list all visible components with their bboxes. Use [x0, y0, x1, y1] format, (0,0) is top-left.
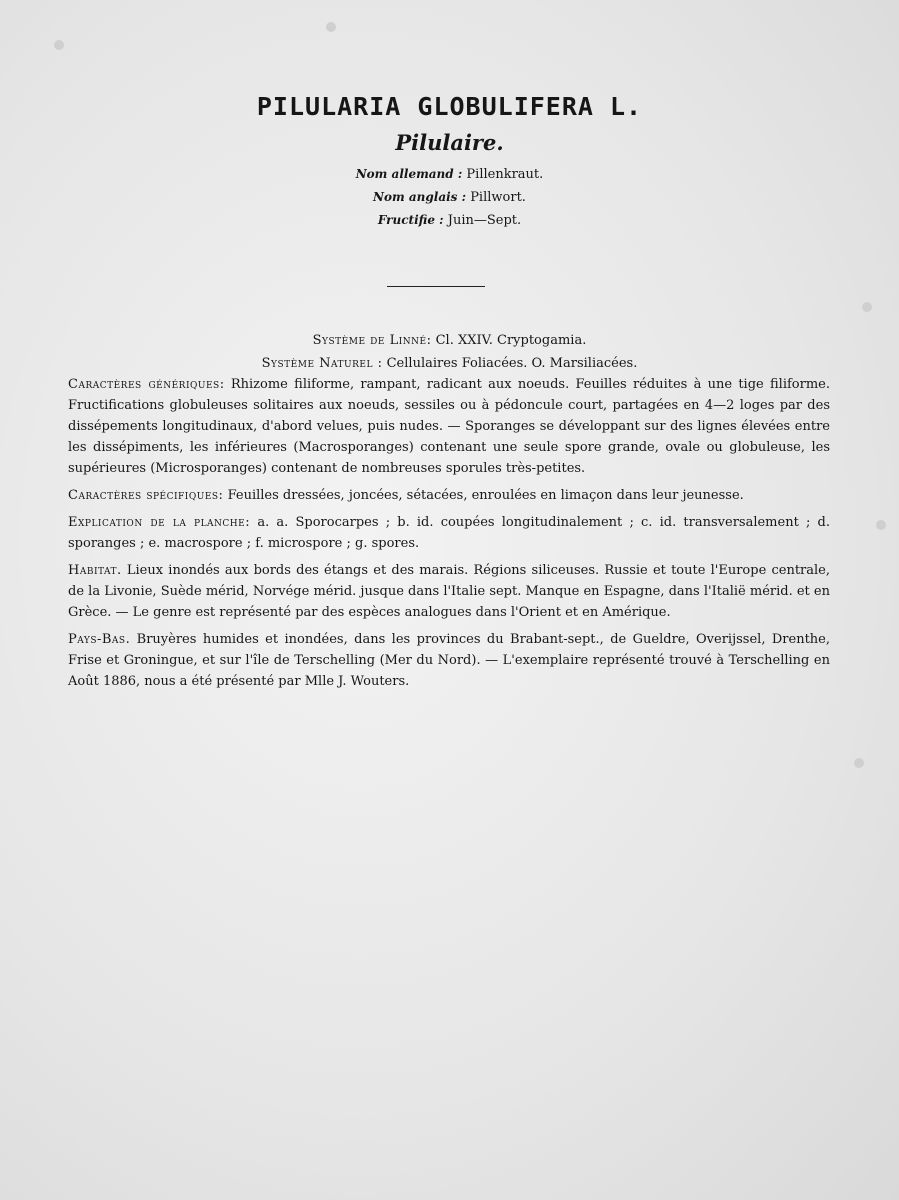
- name-line-english: Nom anglais : Pillwort.: [373, 190, 526, 205]
- systeme-naturel: [0, 356, 899, 371]
- paper-speck: [854, 758, 864, 768]
- section-generic: Caractères génériques: Rhizome filiforme, rampant, radicant aux noeuds. Feuilles réduites à une tige filiforme. Fructifications globuleuses solitaires aux noeuds, sessiles ou à pédoncule court, partagées en 4—2 loges par des dissépements longitudinaux, d'abord velues, puis nudes. — Sporanges se développant sur des lignes élevées entre les dissépiments, les inférieures (Macrosporanges) contenant une seule spore grande, ovale ou globuleuse, les supérieures (Microsporanges) contenant de nombreuses sporules très-petites.: [68, 377, 830, 476]
- paper-speck: [876, 520, 886, 530]
- description-body: [68, 374, 830, 698]
- systeme-linne-label: Système de Linné:: [312, 333, 432, 348]
- section-netherlands: Pays-Bas. Bruyères humides et inondées, dans les provinces du Brabant-sept., de Gueldre, Overijssel, Drenthe, Frise et Groningue, et sur l'île de Terschelling (Mer du Nord). — L'exemplaire représenté trouvé à Terschelling en Août 1886, nous a été présenté par Mlle J. Wouters.: [68, 632, 830, 689]
- common-names: [0, 163, 899, 232]
- page-subtitle: Pilulaire.: [395, 130, 504, 155]
- systeme-naturel-value: Cellulaires Foliacées. O. Marsiliacées.: [386, 356, 638, 371]
- name-line-fructification: Fructifie : Juin—Sept.: [377, 213, 522, 228]
- systeme-linne-value: Cl. XXIV. Cryptogamia.: [435, 333, 587, 348]
- section-specific: Caractères spécifiques: Feuilles dressées, joncées, sétacées, enroulées en limaçon dans leur jeunesse.: [68, 488, 744, 503]
- page-title: PILULARIA GLOBULIFERA L.: [256, 92, 643, 121]
- paper-speck: [54, 40, 64, 50]
- name-line-german: Nom allemand : Pillenkraut.: [355, 167, 544, 182]
- divider-rule: [387, 286, 485, 287]
- systeme-naturel-label: Système Naturel :: [261, 356, 383, 371]
- paper-speck: [862, 302, 872, 312]
- systeme-linne: [0, 333, 899, 348]
- section-habitat: Habitat. Lieux inondés aux bords des étangs et des marais. Régions siliceuses. Russie et toute l'Europe centrale, de la Livonie, Suède mérid, Norvége mérid. jusque dans l'Italie sept. Manque en Espagne, dans l'Italië mérid. et en Grèce. — Le genre est représenté par des espèces analogues dans l'Orient et en Amérique.: [68, 563, 830, 620]
- section-plate-explanation: Explication de la planche: a. a. Sporocarpes ; b. id. coupées longitudinalement ; c. id. transversalement ; d. sporanges ; e. macrospore ; f. microspore ; g. spores.: [68, 515, 831, 551]
- paper-speck: [326, 22, 336, 32]
